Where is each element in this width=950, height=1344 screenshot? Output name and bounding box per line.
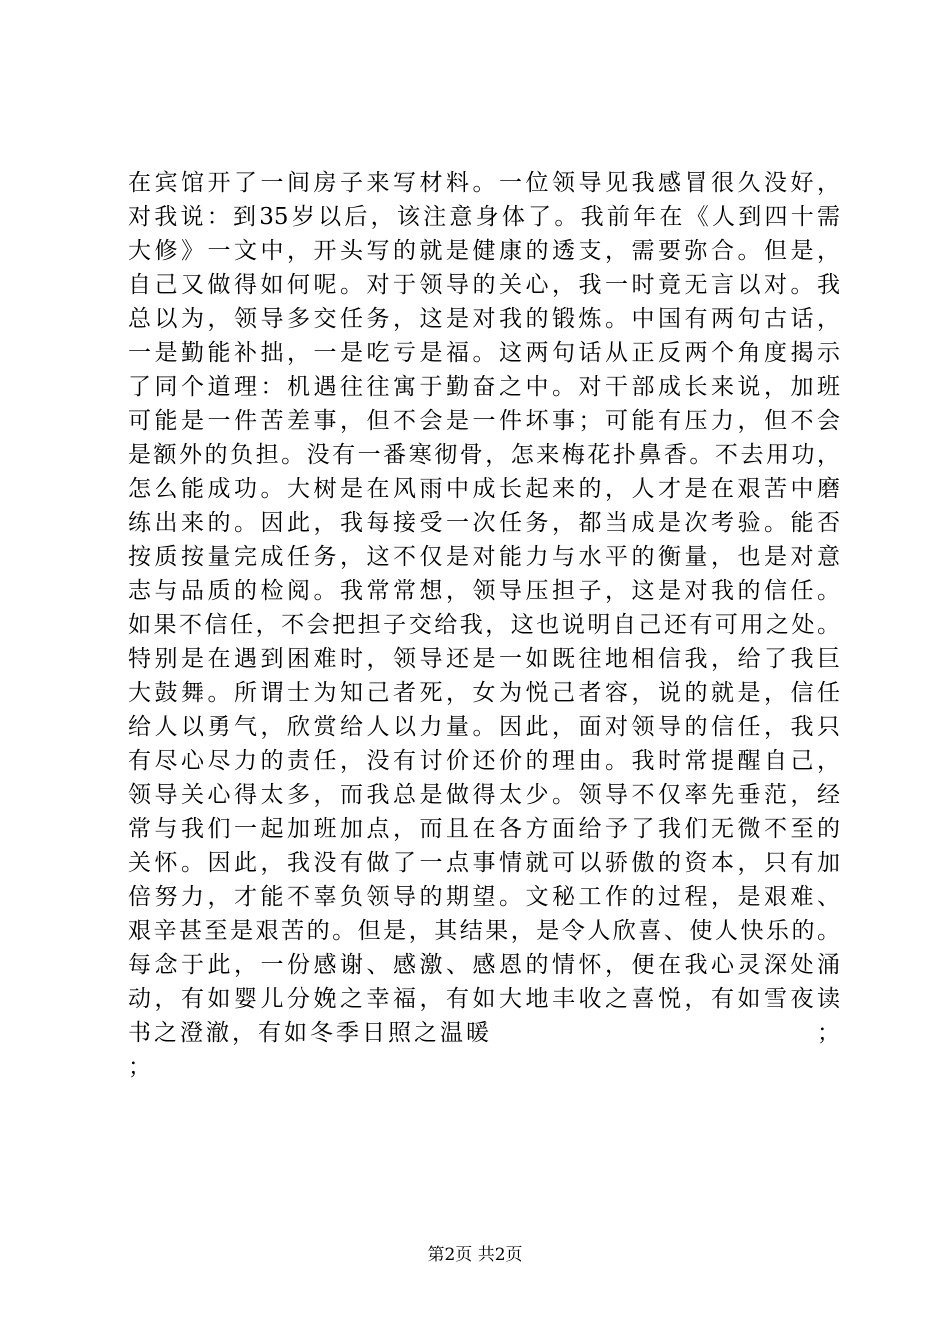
text-line: 关怀。因此，我没有做了一点事情就可以骄傲的资本，只有加 [128,850,840,876]
text-line: 大修》一文中，开头写的就是健康的透支，需要弥合。但是， [128,238,840,264]
text-line: 一是勤能补拙，一是吃亏是福。这两句话从正反两个角度揭示 [128,340,840,366]
text-line: 可能是一件苦差事，但不会是一件坏事；可能有压力，但不会 [128,408,840,434]
text-line: 每念于此，一份感谢、感激、感恩的情怀，便在我心灵深处涌 [128,952,840,978]
text-line: 总以为，领导多交任务，这是对我的锻炼。中国有两句古话， [128,306,840,332]
text-line: 给人以勇气，欣赏给人以力量。因此，面对领导的信任，我只 [128,714,840,740]
text-line-spaced [128,1016,840,1050]
text-line: 倍努力，才能不辜负领导的期望。文秘工作的过程，是艰难、 [128,884,840,910]
text-line: 大鼓舞。所谓士为知己者死，女为悦己者容，说的就是，信任 [128,680,840,706]
text-line: 练出来的。因此，我每接受一次任务，都当成是次考验。能否 [128,510,840,536]
page-number-label: 第2页 共2页 [427,1245,523,1265]
final-semicolon-line: ； [128,1054,151,1080]
text-line: 志与品质的检阅。我常常想，领导压担子，这是对我的信任。 [128,578,840,604]
text-line: 特别是在遇到困难时，领导还是一如既往地相信我，给了我巨 [128,646,840,672]
text-line: 了同个道理：机遇往往寓于勤奋之中。对干部成长来说，加班 [128,374,840,400]
text-line: 如果不信任，不会把担子交给我，这也说明自己还有可用之处。 [128,612,840,638]
text-line: 艰辛甚至是艰苦的。但是，其结果，是令人欣喜、使人快乐的。 [128,918,840,944]
text-line: 在宾馆开了一间房子来写材料。一位领导见我感冒很久没好， [128,170,840,196]
trailing-semicolon: ； [817,1020,840,1046]
text-line-spaced-content: 书之澄澈，有如冬季日照之温暖 [128,1020,492,1046]
text-line: 是额外的负担。没有一番寒彻骨，怎来梅花扑鼻香。不去用功， [128,442,840,468]
text-line: 自己又做得如何呢。对于领导的关心，我一时竟无言以对。我 [128,272,840,298]
text-line: 对我说：到35岁以后，该注意身体了。我前年在《人到四十需 [128,204,840,230]
text-line: 怎么能成功。大树是在风雨中成长起来的，人才是在艰苦中磨 [128,476,840,502]
text-line: 按质按量完成任务，这不仅是对能力与水平的衡量，也是对意 [128,544,840,570]
page-footer [0,1245,950,1265]
body-paragraph [128,166,840,1084]
text-line: 领导关心得太多，而我总是做得太少。领导不仅率先垂范，经 [128,782,840,808]
text-line: 有尽心尽力的责任，没有讨价还价的理由。我时常提醒自己， [128,748,840,774]
text-line: 动，有如婴儿分娩之幸福，有如大地丰收之喜悦，有如雪夜读 [128,986,840,1012]
text-line: 常与我们一起加班加点，而且在各方面给予了我们无微不至的 [128,816,840,842]
